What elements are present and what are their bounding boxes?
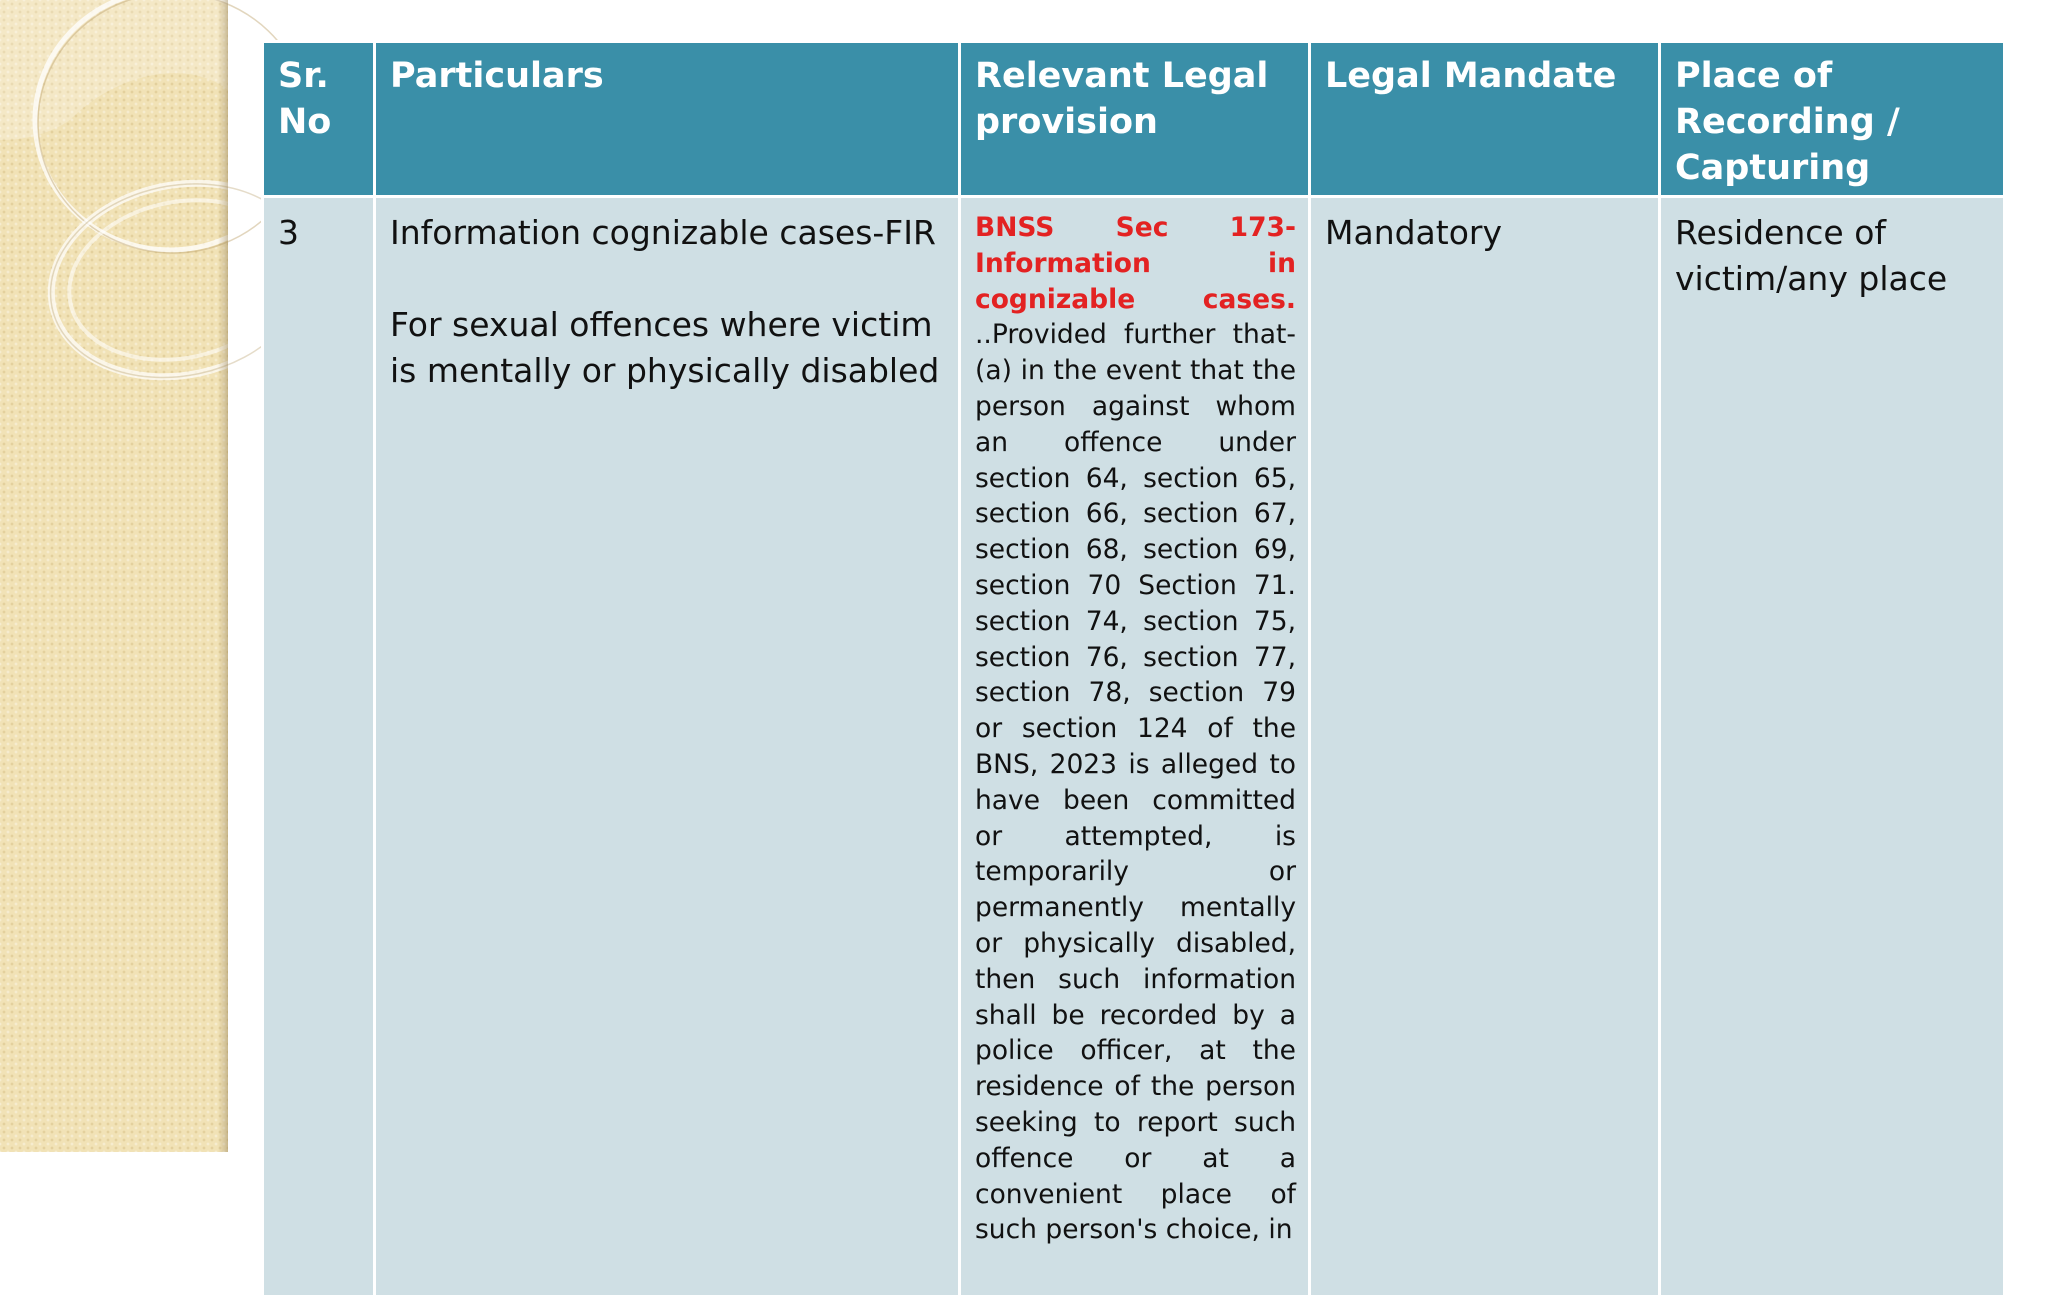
- header-sr-no: Sr. No: [263, 42, 375, 197]
- cell-legal-mandate: Mandatory: [1310, 197, 1660, 1297]
- table-row: [263, 197, 2005, 1297]
- decorative-side-band: [0, 0, 228, 1152]
- legal-table-container: [261, 40, 2003, 1246]
- header-relevant-legal-provision: Relevant Legal provision: [960, 42, 1310, 197]
- cell-sr-no: 3: [263, 197, 375, 1297]
- provision-heading: BNSS Sec 173- Information in cognizable cases.: [975, 212, 1296, 315]
- cell-place-of-recording: Residence of victim/any place: [1660, 197, 2005, 1297]
- header-legal-mandate: Legal Mandate: [1310, 42, 1660, 197]
- table-header-row: [263, 42, 2005, 197]
- header-particulars: Particulars: [375, 42, 960, 197]
- particulars-description: For sexual offences where victim is mentally or physically disabled: [390, 305, 940, 390]
- particulars-title: Information cognizable cases-FIR: [390, 213, 936, 252]
- particulars-spacer: [390, 256, 944, 302]
- cell-particulars: [375, 197, 960, 1297]
- header-place-of-recording: Place of Recording / Capturing: [1660, 42, 2005, 197]
- legal-provisions-table: [261, 40, 2006, 1298]
- decorative-rings: [0, 0, 228, 1152]
- provision-text: ..Provided further that- (a) in the event that the person against whom an offence under section 64, section 65, section 66, section 67, section 68, section 69, section 70 Section 71. section 74, section 75, section 76, section 77, section 78, section 79 or section 124 of the BNS, 2023 is alleged to have been committed or attempted, is temporarily or permanently mentally or physically disabled, then such information shall be recorded by a police officer, at the residence of the person seeking to report such offence or at a convenient place of such person's choice, in: [975, 319, 1296, 1246]
- cell-legal-provision: [960, 197, 1310, 1297]
